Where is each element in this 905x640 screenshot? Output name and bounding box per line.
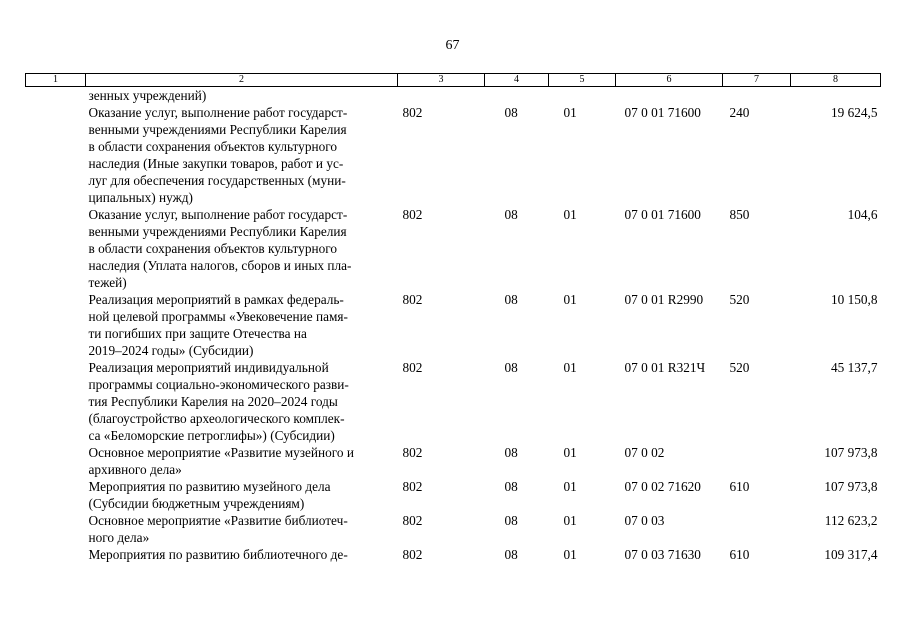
cell-col5: 01 [563,292,577,307]
name-line: наследия (Уплата налогов, сборов и иных пла- [88,258,352,273]
table-row [26,104,881,206]
table-row [26,478,881,512]
cell-col4: 08 [504,479,518,494]
name-line: зенных учреждений) [88,88,207,103]
name-line: Реализация мероприятий в рамках федераль- [88,292,344,307]
name-line: наследия (Иные закупки товаров, работ и ус- [88,156,344,171]
cell-col3: 802 [402,445,423,460]
cell-col3: 802 [402,207,423,222]
budget-table [25,73,881,563]
name-line: тия Республики Карелия на 2020–2024 годы [88,394,338,409]
cell-col6: 07 0 02 [624,445,665,460]
cell-col8: 107 973,8 [824,479,878,494]
cell-col7: 520 [729,360,750,375]
row-name [86,478,398,512]
cell-col3: 802 [402,292,423,307]
cell-col6: 07 0 01 71600 [624,105,701,120]
cell-col5: 01 [563,479,577,494]
cell-col4 [485,87,549,105]
row-name [86,206,398,291]
cell-col3 [398,87,485,105]
cell-col6: 07 0 02 71620 [624,479,701,494]
header-col-5: 5 [549,74,616,87]
name-line: программы социально-экономического разви- [88,377,349,392]
name-line: тежей) [88,275,127,290]
cell-col8: 45 137,7 [830,360,878,375]
cell-col5 [549,87,616,105]
cell-col7: 610 [729,547,750,562]
table-header [26,74,881,87]
row-name [86,87,398,105]
name-line: венными учреждениями Республики Карелия [88,224,347,239]
name-line: Основное мероприятие «Развитие музейного и [88,445,355,460]
row-name [86,512,398,546]
row-name [86,546,398,563]
cell-col4: 08 [504,360,518,375]
name-line: (благоустройство археологического комплек- [88,411,345,426]
name-line: Оказание услуг, выполнение работ государст- [88,105,348,120]
cell-col3: 802 [402,547,423,562]
cell-col7: 520 [729,292,750,307]
cell-col7 [723,87,791,105]
name-line: ципальных) нужд) [88,190,193,205]
name-line: Оказание услуг, выполнение работ государст- [88,207,348,222]
name-line: венными учреждениями Республики Карелия [88,122,347,137]
name-line: Мероприятия по развитию музейного дела [88,479,331,494]
cell-col8 [791,87,881,105]
table-row [26,444,881,478]
header-col-1: 1 [26,74,86,87]
cell-col4: 08 [504,292,518,307]
header-col-6: 6 [616,74,723,87]
row-name [86,104,398,206]
cell-col7 [723,512,791,546]
row-name [86,359,398,444]
name-line: ной целевой программы «Увековечение памя- [88,309,348,324]
table-row [26,206,881,291]
cell-col8: 107 973,8 [824,445,878,460]
table-row [26,512,881,546]
name-line: Основное мероприятие «Развитие библиотеч- [88,513,348,528]
header-col-8: 8 [791,74,881,87]
cell-col8: 104,6 [847,207,878,222]
cell-col5: 01 [563,207,577,222]
cell-col3: 802 [402,105,423,120]
cell-col4: 08 [504,105,518,120]
header-row [26,74,881,87]
cell-col8: 10 150,8 [830,292,878,307]
table-row [26,359,881,444]
name-line: 2019–2024 годы» (Субсидии) [88,343,254,358]
name-line: луг для обеспечения государственных (муни- [88,173,346,188]
cell-col6: 07 0 01 R2990 [624,292,704,307]
name-line: архивного дела» [88,462,182,477]
cell-col7 [723,444,791,478]
cell-col7: 850 [729,207,750,222]
table-body [26,87,881,564]
row-name [86,444,398,478]
cell-col6: 07 0 03 71630 [624,547,701,562]
header-col-3: 3 [398,74,485,87]
cell-col4: 08 [504,207,518,222]
cell-col6 [616,87,723,105]
cell-col4: 08 [504,445,518,460]
cell-col4: 08 [504,547,518,562]
cell-col8: 112 623,2 [824,513,878,528]
cell-col4: 08 [504,513,518,528]
name-line: са «Беломорские петроглифы») (Субсидии) [88,428,335,443]
header-col-2: 2 [86,74,398,87]
cell-col3: 802 [402,513,423,528]
table-row [26,87,881,105]
cell-col8: 19 624,5 [830,105,878,120]
cell-col5: 01 [563,105,577,120]
name-line: (Субсидии бюджетным учреждениям) [88,496,305,511]
cell-col3: 802 [402,360,423,375]
name-line: в области сохранения объектов культурного [88,241,338,256]
cell-col6: 07 0 03 [624,513,665,528]
cell-col5: 01 [563,360,577,375]
cell-col5: 01 [563,547,577,562]
table-row [26,291,881,359]
cell-col7: 240 [729,105,750,120]
name-line: ти погибших при защите Отечества на [88,326,307,341]
table-row [26,546,881,563]
cell-col3: 802 [402,479,423,494]
header-col-4: 4 [485,74,549,87]
cell-col6: 07 0 01 R321Ч [624,360,706,375]
cell-col8: 109 317,4 [824,547,878,562]
cell-col5: 01 [563,445,577,460]
name-line: Мероприятия по развитию библиотечного де- [88,547,348,562]
name-line: ного дела» [88,530,150,545]
name-line: в области сохранения объектов культурного [88,139,338,154]
page-number: 67 [445,38,460,53]
cell-col7: 610 [729,479,750,494]
row-name [86,291,398,359]
cell-col6: 07 0 01 71600 [624,207,701,222]
header-col-7: 7 [723,74,791,87]
cell-col5: 01 [563,513,577,528]
name-line: Реализация мероприятий индивидуальной [88,360,329,375]
